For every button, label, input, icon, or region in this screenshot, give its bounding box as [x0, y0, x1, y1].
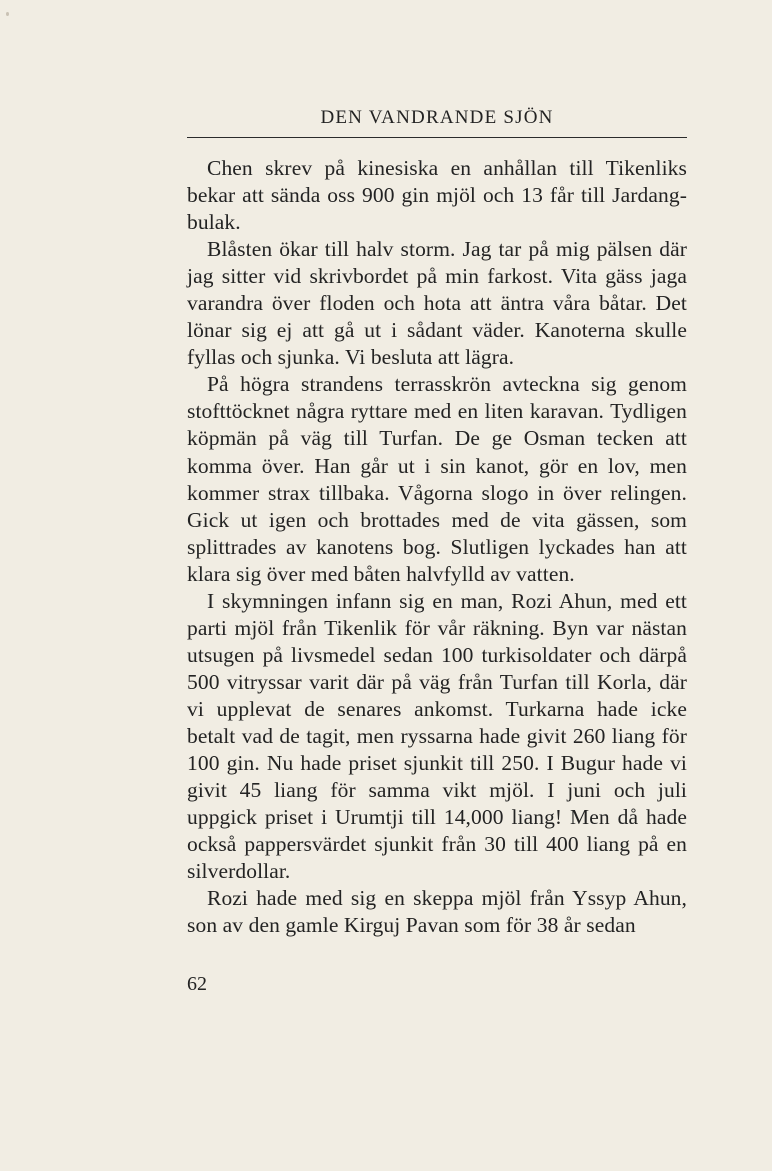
- paragraph-3: På högra strandens terrasskrön avteckna sig genom stofttöcknet några ryttare med en liten karavan. Tydligen köpmän på väg till Turfan. De ge Osman tecken att komma över. Han går ut i sin kanot, gör en lov, men kommer strax tillbaka. Vågorna slogo in över relingen. Gick ut igen och brottades med de vita gässen, som splittrades av kanotens bog. Slutligen lyckades han att klara sig över med båten halvfylld av vatten.: [187, 372, 687, 586]
- paragraph-2: Blåsten ökar till halv storm. Jag tar på mig pälsen där jag sitter vid skrivbordet på min farkost. Vita gäss jaga varandra över floden och hota att äntra våra båtar. Det lönar sig ej att gå ut i sådant väder. Kanoterna skulle fyllas och sjunka. Vi besluta att lägra.: [187, 237, 687, 370]
- page-number: 62: [187, 973, 207, 995]
- paragraph-4: I skymningen infann sig en man, Rozi Ahun, med ett parti mjöl från Tikenlik för vår räkning. Byn var nästan utsugen på livsmedel sedan 100 turkisoldater och därpå 500 vitryssar varit där på väg från Turfan till Korla, där vi upplevat de senares ankomst. Turkarna hade icke betalt vad de tagit, men ryssarna hade givit 260 liang för 100 gin. Nu hade priset sjunkit till 250. I Bugur hade vi givit 45 liang för samma vikt mjöl. I juni och juli uppgick priset i Urumtji till 14,000 liang! Men då hade också pappersvärdet sjunkit från 30 till 400 liang på en silverdollar.: [187, 588, 687, 884]
- running-title: DEN VANDRANDE SJÖN: [320, 107, 554, 128]
- body-text: [187, 155, 687, 939]
- header-rule: [187, 137, 687, 138]
- paragraph-5: Rozi hade med sig en skeppa mjöl från Yssyp Ahun, son av den gamle Kirguj Pavan som för 38 år sedan: [187, 886, 687, 938]
- paragraph-1: Chen skrev på kinesiska en anhållan till Tikenliks bekar att sända oss 900 gin mjöl och 13 får till Jardang-bulak.: [187, 156, 687, 235]
- paper-spot: [6, 12, 9, 16]
